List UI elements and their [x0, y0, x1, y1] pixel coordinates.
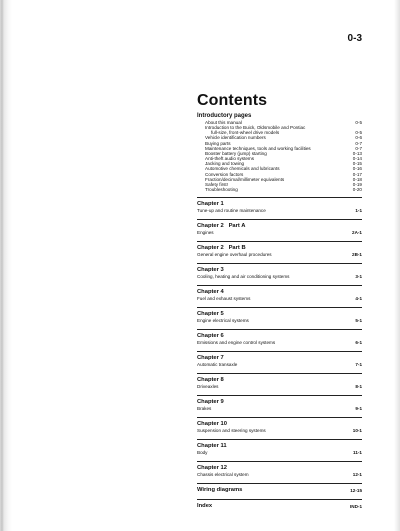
chapter-heading: Chapter 11: [197, 443, 227, 450]
index-label: Index: [197, 503, 213, 510]
intro-item[interactable]: Jacking and towing 0-15: [205, 161, 362, 167]
chapter-page: 1-1: [355, 208, 362, 214]
chapter-heading: Chapter 10: [197, 421, 227, 428]
scan-edge-right: [394, 0, 400, 531]
chapter-entry-12[interactable]: [197, 461, 362, 478]
intro-item[interactable]: Anti-theft audio systems 0-14: [205, 156, 362, 162]
chapter-entry-2a[interactable]: [197, 219, 362, 236]
intro-item[interactable]: Fraction/decimal/millimeter equivalents 0-18: [205, 176, 362, 182]
chapter-page: 3-1: [355, 274, 362, 280]
chapter-description: Emissions and engine control systems: [197, 340, 276, 346]
page-title: Contents: [197, 92, 268, 109]
wiring-diagrams-entry[interactable]: [197, 483, 362, 494]
chapter-heading: Chapter 2 Part A: [197, 223, 246, 230]
chapter-page: 6-1: [355, 340, 362, 346]
page-number: 0-3: [347, 33, 362, 44]
scan-edge-left: [0, 0, 12, 531]
chapter-description: Body: [197, 450, 208, 456]
chapter-heading: Chapter 1: [197, 201, 224, 208]
chapter-entry-5[interactable]: [197, 307, 362, 324]
chapter-entry-4[interactable]: [197, 285, 362, 302]
contents-section: [197, 92, 362, 510]
chapter-entry-7[interactable]: [197, 351, 362, 368]
intro-item[interactable]: full-size, front-wheel drive models 0-5: [211, 130, 362, 136]
chapter-description: Brakes: [197, 406, 212, 412]
index-entry[interactable]: [197, 499, 362, 510]
chapter-page: 2B-1: [352, 252, 362, 258]
chapter-page: 11-1: [353, 450, 362, 456]
intro-item[interactable]: Buying parts 0-7: [205, 140, 362, 146]
chapter-description: Driveaxles: [197, 384, 219, 390]
chapter-entry-9[interactable]: [197, 395, 362, 412]
intro-item[interactable]: Troubleshooting 0-20: [205, 187, 362, 193]
chapter-heading: Chapter 8: [197, 377, 224, 384]
intro-item[interactable]: Booster battery (jump) starting 0-13: [205, 150, 362, 156]
chapter-heading: Chapter 5: [197, 311, 224, 318]
chapter-entry-3[interactable]: [197, 263, 362, 280]
chapter-page: 10-1: [352, 428, 362, 434]
chapter-heading: Chapter 3: [197, 267, 224, 274]
chapter-entry-11[interactable]: [197, 439, 362, 456]
intro-item[interactable]: Conversion factors 0-17: [205, 171, 362, 177]
chapter-description: General engine overhaul procedures: [197, 252, 272, 258]
chapter-heading: Chapter 9: [197, 399, 224, 406]
chapter-entry-8[interactable]: [197, 373, 362, 390]
chapter-description: Cooling, heating and air conditioning systems: [197, 274, 290, 280]
chapter-page: 4-1: [355, 296, 362, 302]
chapter-page: 12-1: [352, 472, 362, 478]
chapter-description: Chassis electrical system: [197, 472, 249, 478]
chapter-description: Engine electrical systems: [197, 318, 249, 324]
chapter-entry-1[interactable]: [197, 197, 362, 214]
intro-heading: Introductory pages: [197, 113, 252, 119]
chapter-page: 8-1: [355, 384, 362, 390]
index-page: IND-1: [350, 504, 362, 510]
intro-item[interactable]: Automotive chemicals and lubricants 0-16: [205, 166, 362, 172]
chapter-entry-6[interactable]: [197, 329, 362, 346]
chapter-description: Tune-up and routine maintenance: [197, 208, 266, 214]
chapter-heading: Chapter 12: [197, 465, 227, 472]
chapter-page: 2A-1: [352, 230, 362, 236]
chapter-entry-10[interactable]: [197, 417, 362, 434]
intro-item[interactable]: Maintenance techniques, tools and working facilities 0-7: [205, 145, 362, 151]
intro-item[interactable]: Vehicle identification numbers 0-6: [205, 135, 362, 141]
chapter-page: 7-1: [355, 362, 362, 368]
chapter-entry-2b[interactable]: [197, 241, 362, 258]
intro-item[interactable]: Introduction to the Buick, Oldsmobile and Pontiac: [205, 125, 306, 131]
chapter-page: 9-1: [355, 406, 362, 412]
intro-item[interactable]: About this manual 0-5: [205, 120, 362, 125]
chapter-description: Fuel and exhaust systems: [197, 296, 251, 302]
chapter-heading: Chapter 6: [197, 333, 224, 340]
chapter-heading: Chapter 2 Part B: [197, 245, 246, 252]
intro-list: [197, 120, 362, 192]
chapter-description: Automatic transaxle: [197, 362, 238, 368]
wiring-diagrams-page: 12-15: [350, 488, 362, 494]
chapter-heading: Chapter 4: [197, 289, 224, 296]
intro-item[interactable]: Safety first! 0-19: [205, 181, 362, 187]
wiring-diagrams-label: Wiring diagrams: [197, 487, 243, 494]
chapter-description: Engines: [197, 230, 214, 236]
chapter-description: Suspension and steering systems: [197, 428, 266, 434]
chapter-heading: Chapter 7: [197, 355, 224, 362]
chapter-page: 5-1: [355, 318, 362, 324]
